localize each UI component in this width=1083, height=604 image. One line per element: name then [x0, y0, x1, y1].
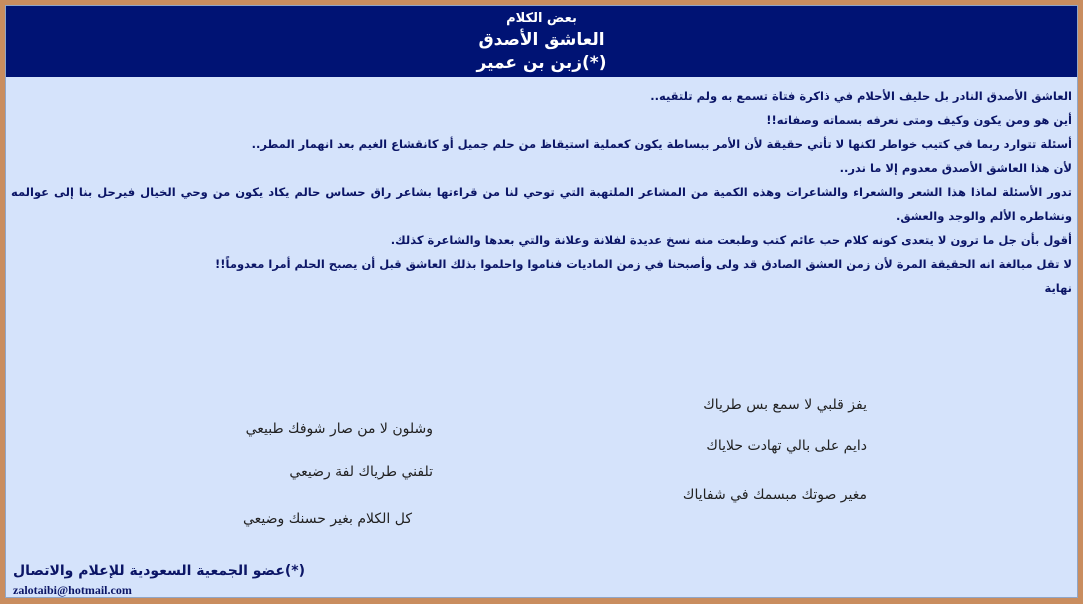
article-title: العاشق الأصدق [478, 30, 605, 50]
paragraph: العاشق الأصدق النادر بل حليف الأحلام في ذاكرة فتاة تسمع به ولم تلتقيه.. [650, 89, 1072, 103]
paragraph: أسئلة تتوارد ربما في كتيب خواطر لكنها لا تأتي حقيقة لأن الأمر ببساطة يكون كعملية استيقاظ من حلم جميل أو كانقشاع الغيم بعد انهمار المطر.. [251, 137, 1072, 151]
paragraph: نهاية [1044, 281, 1072, 295]
paragraph: أين هو ومن يكون وكيف ومتى نعرفه بسماته وصفاته!! [766, 113, 1072, 127]
article-header [6, 6, 1077, 77]
paragraph: لا تقل مبالغة انه الحقيقة المرة لأن زمن العشق الصادق قد ولى وأصبحنا في زمن الماديات فناموا واحلموا بذلك العاشق قبل أن يصبح الحلم أمرا معدوماً!! [215, 257, 1072, 271]
paragraph: تدور الأسئلة لماذا هذا الشعر والشعراء والشاعرات وهذه الكمية من المشاعر الملتهبة التي توحي لنا من قراءتها بشاعر راق حساس حالم يكاد يكون من وحي الخيال فيرحل بنا إلى عوالمه ونشاطره الألم والوجد والعشق. [11, 185, 1072, 223]
poem-line: كل الكلام بغير حسنك وضيعي [242, 511, 412, 527]
section-label: بعض الكلام [506, 11, 577, 26]
author-email-link[interactable]: zalotaibi@hotmail.com [13, 583, 132, 597]
article-author: زبن بن عمير(*) [476, 53, 607, 73]
author-footnote: (*)عضو الجمعية السعودية للإعلام والاتصال [13, 563, 306, 579]
poem-line: وشلون لا من صار شوفك طبيعي [245, 421, 433, 437]
poem-line: تلفني طرياك لفة رضيعي [289, 464, 433, 480]
poem-line: دايم على بالي تهادت حلاياك [706, 438, 867, 454]
paragraph: لأن هذا العاشق الأصدق معدوم إلا ما ندر.. [839, 161, 1072, 175]
poem-line: يفز قلبي لا سمع بس طرياك [703, 397, 867, 413]
article-frame [5, 5, 1078, 598]
poem-line: مغير صوتك مبسمك في شفاياك [682, 487, 867, 503]
paragraph: أقول بأن جل ما ترون لا يتعدى كونه كلام حب عائم كتب وطبعت منه نسخ عديدة لفلانة وعلانة والتي بعدها والشاعرة كذلك. [390, 233, 1072, 247]
article-body [11, 84, 1072, 300]
